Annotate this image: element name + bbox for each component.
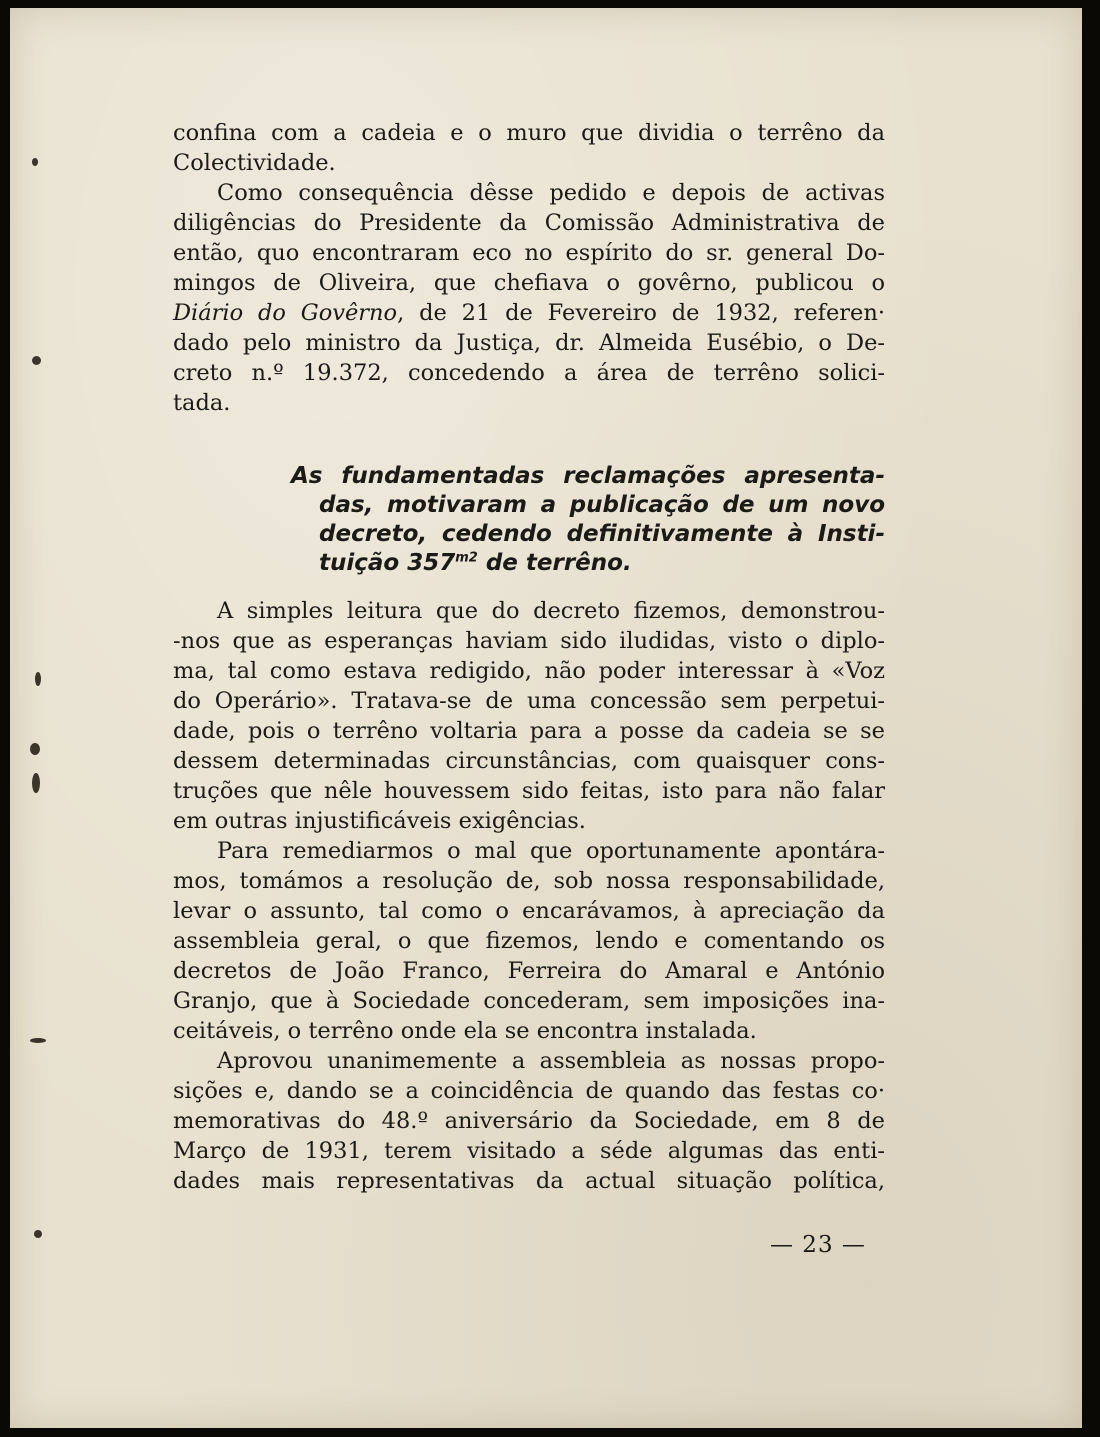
text-line: Março de 1931, terem visitado a séde algumas das enti- — [173, 1138, 885, 1164]
callout-area-text: tuição 357 — [319, 550, 456, 576]
text-line: dades mais representativas da actual situação política, — [173, 1168, 885, 1194]
margin-speck — [30, 743, 40, 755]
text-line: creto n.º 19.372, concedendo a área de terrêno solici- — [173, 360, 885, 386]
text-line: Aprovou unanimemente a assembleia as nossas propo- — [217, 1048, 885, 1074]
text-line: Para remediarmos o mal que oportunamente apontára- — [217, 838, 885, 864]
text-line: sições e, dando se a coincidência de quando das festas co· — [173, 1078, 885, 1104]
text-line: Colectividade. — [173, 150, 336, 176]
callout-suffix-text: de terrêno. — [477, 550, 632, 576]
text-line: memorativas do 48.º aniversário da Sociedade, em 8 de — [173, 1108, 885, 1134]
text-line: dade, pois o terrêno voltaria para a posse da cadeia se se — [173, 718, 885, 744]
spacer — [173, 418, 885, 462]
text-line: mos, tomámos a resolução de, sob nossa responsabilidade, — [173, 868, 885, 894]
text-line: tada. — [173, 390, 231, 416]
text-line: ceitáveis, o terrêno onde ela se encontra instalada. — [173, 1018, 757, 1044]
text-line: dessem determinadas circunstâncias, com quaisquer cons- — [173, 748, 885, 774]
callout-line: As fundamentadas reclamações apresenta- — [291, 463, 885, 489]
square-meter-superscript: m2 — [455, 550, 478, 566]
callout-line — [291, 549, 885, 578]
text-line: diligências do Presidente da Comissão Administrativa de — [173, 210, 885, 236]
text-line: confina com a cadeia e o muro que dividia o terrêno da — [173, 120, 885, 146]
text-line: dado pelo ministro da Justiça, dr. Almeida Eusébio, o De- — [173, 330, 885, 356]
page-number: — 23 — — [770, 1232, 866, 1258]
margin-speck — [35, 672, 41, 686]
text-line: mingos de Oliveira, que chefiava o govêrno, publicou o — [173, 270, 885, 296]
text-line: Diário do Govêrno, de 21 de Fevereiro de 1932, referen· — [173, 300, 885, 326]
callout-line: das, motivaram a publicação de um novo — [319, 492, 885, 518]
text-line: assembleia geral, o que fizemos, lendo e comentando os — [173, 928, 885, 954]
callout-heading — [291, 462, 885, 578]
margin-speck — [34, 1230, 42, 1238]
text-line: Granjo, que à Sociedade concederam, sem imposições ina- — [173, 988, 885, 1014]
text-line: do Operário». Tratava-se de uma concessão sem perpetui- — [173, 688, 885, 714]
spacer — [173, 578, 885, 596]
text-line: levar o assunto, tal como o encarávamos, à apreciação da — [173, 898, 885, 924]
publication-title: Diário do Govêrno — [173, 300, 398, 326]
margin-speck — [32, 158, 38, 166]
text-line: truções que nêle houvessem sido feitas, isto para não falar — [173, 778, 885, 804]
text-line: em outras injustificáveis exigências. — [173, 808, 586, 834]
text-line: -nos que as esperanças haviam sido iludidas, visto o diplo- — [173, 628, 885, 654]
text-line: decretos de João Franco, Ferreira do Amaral e António — [173, 958, 885, 984]
margin-speck — [32, 773, 40, 793]
text-line: ma, tal como estava redigido, não poder interessar à «Voz — [173, 658, 885, 684]
margin-speck — [32, 356, 41, 365]
text-line: A simples leitura que do decreto fizemos, demonstrou- — [217, 598, 885, 624]
body-text — [173, 118, 885, 1196]
text-line: então, quo encontraram eco no espírito do sr. general Do- — [173, 240, 885, 266]
text-line: Como consequência dêsse pedido e depois de activas — [217, 180, 885, 206]
margin-speck — [30, 1038, 46, 1043]
callout-line: decreto, cedendo definitivamente à Insti- — [319, 521, 885, 547]
